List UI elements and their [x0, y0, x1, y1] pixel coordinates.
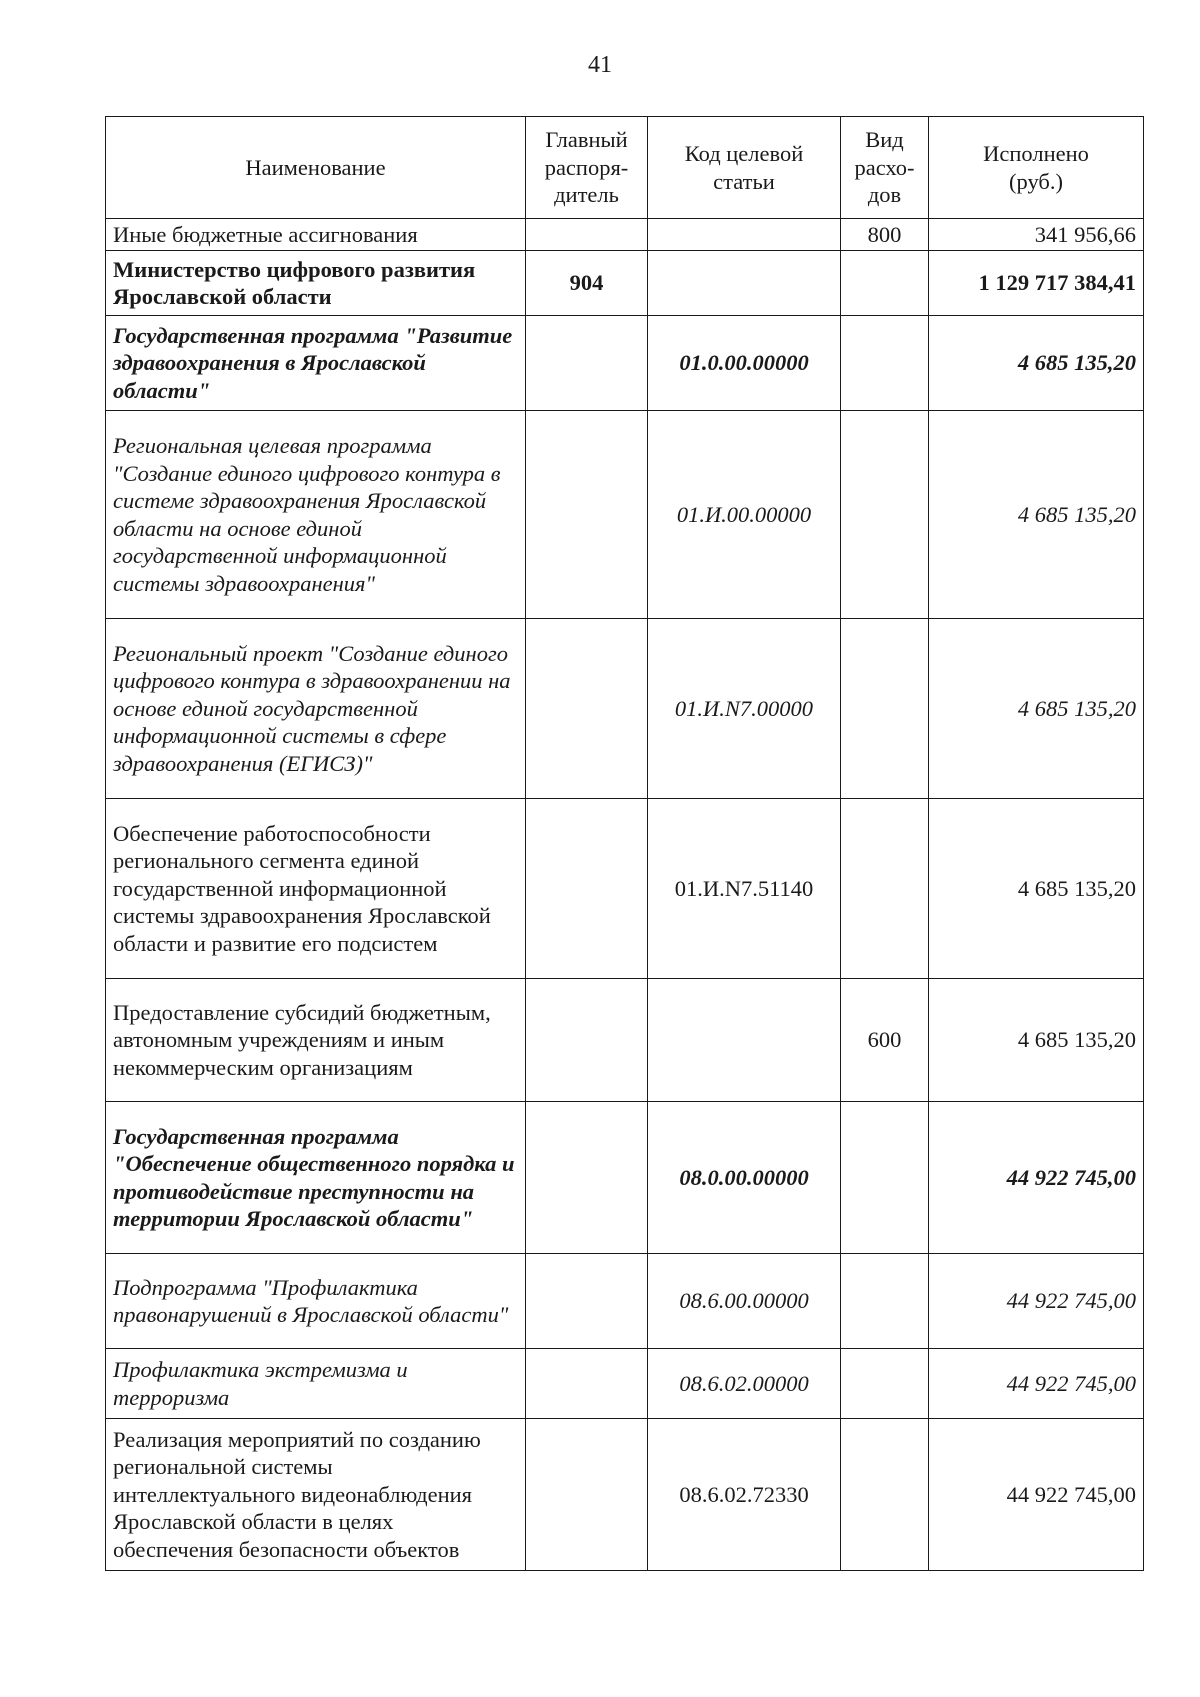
cell-amount: 44 922 745,00	[929, 1419, 1144, 1571]
cell-amount: 4 685 135,20	[929, 619, 1144, 799]
cell-type	[841, 1349, 929, 1419]
cell-name: Государственная программа "Обеспечение общественного порядка и противодействие преступности на территории Ярославской области"	[106, 1102, 526, 1254]
header-code: Код целевой статьи	[648, 117, 841, 219]
cell-code: 08.6.02.00000	[648, 1349, 841, 1419]
cell-type: 600	[841, 979, 929, 1102]
cell-type	[841, 1419, 929, 1571]
cell-type	[841, 1254, 929, 1349]
table-row	[106, 316, 1144, 411]
cell-manager	[526, 1102, 648, 1254]
table-row	[106, 1349, 1144, 1419]
cell-amount: 4 685 135,20	[929, 316, 1144, 411]
cell-amount: 44 922 745,00	[929, 1254, 1144, 1349]
cell-manager	[526, 316, 648, 411]
table-row	[106, 619, 1144, 799]
cell-manager	[526, 979, 648, 1102]
cell-amount: 44 922 745,00	[929, 1349, 1144, 1419]
header-type: Вид расхо-дов	[841, 117, 929, 219]
cell-amount: 4 685 135,20	[929, 799, 1144, 979]
cell-type	[841, 619, 929, 799]
cell-manager: 904	[526, 251, 648, 316]
cell-name: Региональная целевая программа "Создание единого цифрового контура в системе здравоохранения Ярославской области на основе единой государственной информационной системы здравоохранения"	[106, 411, 526, 619]
cell-amount: 341 956,66	[929, 219, 1144, 251]
cell-amount: 4 685 135,20	[929, 979, 1144, 1102]
cell-manager	[526, 1254, 648, 1349]
cell-code: 01.И.N7.51140	[648, 799, 841, 979]
table-row	[106, 1419, 1144, 1571]
cell-name: Подпрограмма "Профилактика правонарушений в Ярославской области"	[106, 1254, 526, 1349]
cell-name: Иные бюджетные ассигнования	[106, 219, 526, 251]
budget-table	[105, 116, 1144, 1571]
cell-code: 01.0.00.00000	[648, 316, 841, 411]
table-row	[106, 1254, 1144, 1349]
cell-name: Государственная программа "Развитие здравоохранения в Ярославской области"	[106, 316, 526, 411]
cell-code	[648, 219, 841, 251]
table-row	[106, 411, 1144, 619]
table-row	[106, 979, 1144, 1102]
cell-code: 01.И.00.00000	[648, 411, 841, 619]
page-number: 41	[588, 52, 612, 78]
cell-type	[841, 316, 929, 411]
cell-name: Министерство цифрового развития Ярославской области	[106, 251, 526, 316]
table-row	[106, 799, 1144, 979]
cell-code: 01.И.N7.00000	[648, 619, 841, 799]
cell-code: 08.0.00.00000	[648, 1102, 841, 1254]
cell-name: Профилактика экстремизма и терроризма	[106, 1349, 526, 1419]
cell-name: Обеспечение работоспособности регионального сегмента единой государственной информационной системы здравоохранения Ярославской области и развитие его подсистем	[106, 799, 526, 979]
cell-manager	[526, 219, 648, 251]
header-name: Наименование	[106, 117, 526, 219]
cell-code: 08.6.02.72330	[648, 1419, 841, 1571]
cell-manager	[526, 799, 648, 979]
cell-manager	[526, 619, 648, 799]
header-manager: Главный распоря-дитель	[526, 117, 648, 219]
cell-type	[841, 1102, 929, 1254]
cell-type	[841, 251, 929, 316]
table-header-row	[106, 117, 1144, 219]
cell-manager	[526, 411, 648, 619]
table-row	[106, 251, 1144, 316]
cell-type	[841, 799, 929, 979]
cell-amount: 44 922 745,00	[929, 1102, 1144, 1254]
cell-name: Региональный проект "Создание единого цифрового контура в здравоохранении на основе единой государственной информационной системы в сфере здравоохранения (ЕГИСЗ)"	[106, 619, 526, 799]
cell-code	[648, 251, 841, 316]
cell-code: 08.6.00.00000	[648, 1254, 841, 1349]
cell-name: Реализация мероприятий по созданию региональной системы интеллектуального видеонаблюдения Ярославской области в целях обеспечения безопасности объектов	[106, 1419, 526, 1571]
cell-type	[841, 411, 929, 619]
cell-amount: 4 685 135,20	[929, 411, 1144, 619]
table-row	[106, 1102, 1144, 1254]
cell-manager	[526, 1419, 648, 1571]
cell-type: 800	[841, 219, 929, 251]
cell-manager	[526, 1349, 648, 1419]
cell-code	[648, 979, 841, 1102]
cell-name: Предоставление субсидий бюджетным, автономным учреждениям и иным некоммерческим организациям	[106, 979, 526, 1102]
header-amount: Исполнено (руб.)	[929, 117, 1144, 219]
cell-amount: 1 129 717 384,41	[929, 251, 1144, 316]
table-row	[106, 219, 1144, 251]
